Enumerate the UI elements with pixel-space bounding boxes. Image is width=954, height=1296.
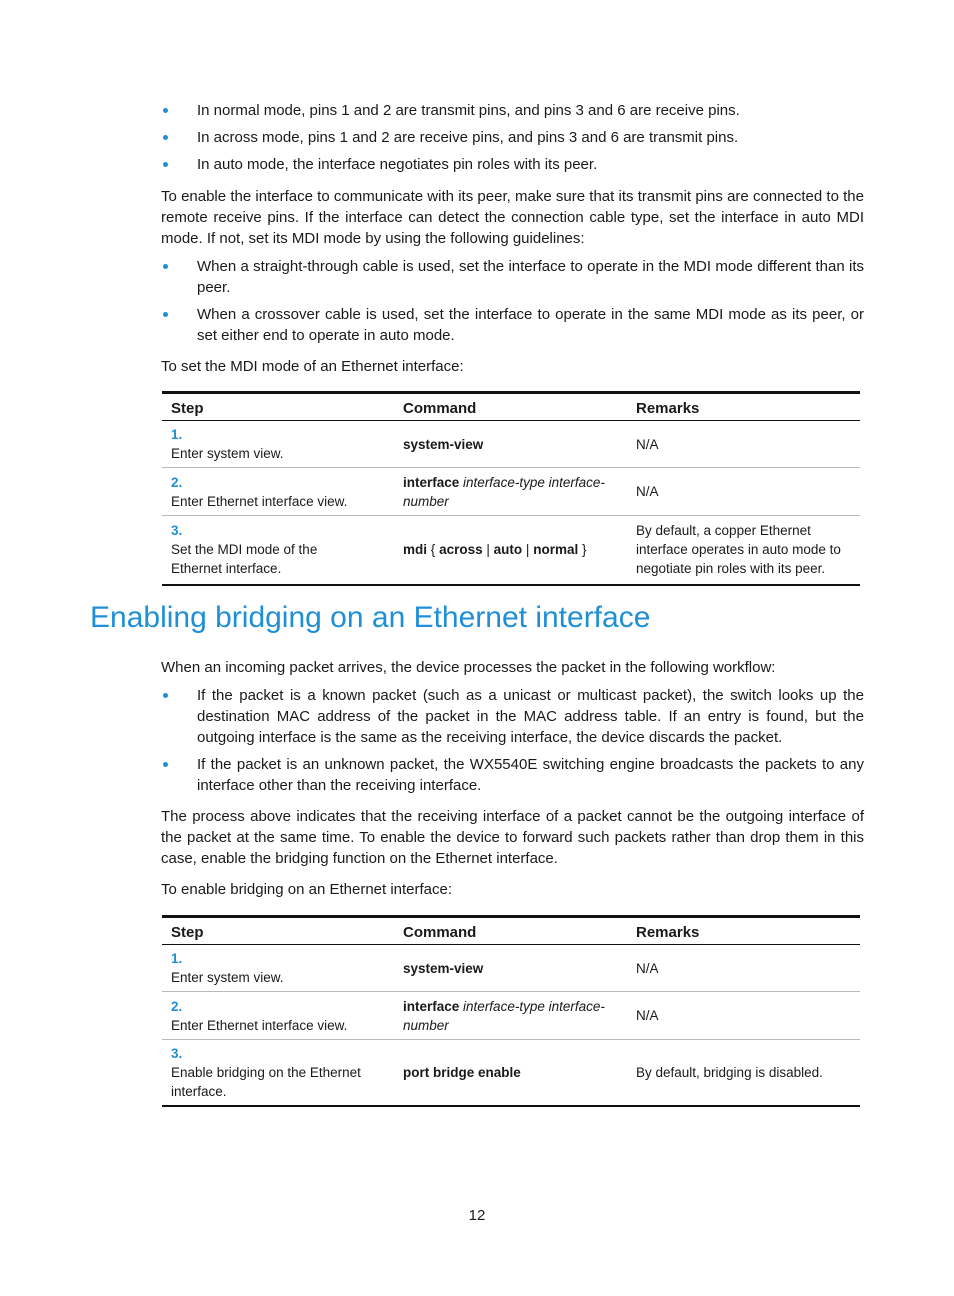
paragraph-enable-bridging: To enable bridging on an Ethernet interface: — [161, 881, 453, 898]
command-argument: interface-type interface-number — [403, 474, 605, 509]
command-keyword: port bridge enable — [403, 1065, 521, 1080]
step-text: Enter Ethernet interface view. — [171, 493, 348, 509]
table-row — [162, 468, 860, 516]
command-keyword: interface — [403, 998, 460, 1014]
step-number: 2. — [171, 998, 183, 1014]
section-heading: Enabling bridging on an Ethernet interface — [90, 601, 651, 634]
bullet-icon — [163, 264, 168, 269]
command-cell — [394, 992, 627, 1040]
guideline-bullet-list — [161, 256, 864, 352]
list-item: When a crossover cable is used, set the interface to operate in the same MDI mode as its peer, or set either end to operate in auto mode. — [161, 304, 864, 346]
remarks-cell: By default, bridging is disabled. — [627, 1040, 860, 1107]
command-cell — [394, 516, 627, 585]
list-item: In normal mode, pins 1 and 2 are transmit pins, and pins 3 and 6 are receive pins. — [161, 100, 864, 121]
list-item: When a straight-through cable is used, set the interface to operate in the MDI mode different than its peer. — [161, 256, 864, 298]
bullet-icon — [163, 135, 168, 140]
bullet-icon — [163, 312, 168, 317]
command-keyword: interface — [403, 474, 460, 490]
paragraph-enable-communication: To enable the interface to communicate with its peer, make sure that its transmit pins are connected to the remote receive pins. If the interface can detect the connection cable type, set the interface in auto MDI mode. If not, set its MDI mode by using the following guidelines: — [161, 188, 864, 247]
command-option-across: across — [439, 542, 483, 558]
remarks-cell: N/A — [627, 421, 860, 468]
paragraph-process: The process above indicates that the receiving interface of a packet cannot be the outgoing interface of the packet at the same time. To enable the device to forward such packets rather than drop them in this case, enable the bridging function on the Ethernet interface. — [161, 808, 864, 867]
table-header-row — [162, 393, 860, 421]
command-keyword: system-view — [403, 436, 484, 452]
column-header-step: Step — [162, 917, 394, 945]
column-header-command: Command — [394, 393, 627, 421]
table-header-row — [162, 917, 860, 945]
mdi-command-table — [162, 391, 860, 586]
step-cell — [162, 992, 394, 1040]
list-item: If the packet is a known packet (such as a unicast or multicast packet), the switch looks up the destination MAC address of the packet in the MAC address table. If an entry is found, but the outgoing interface is the same as the receiving interface, the device discards the packet. — [161, 685, 864, 748]
bridging-command-table — [162, 915, 860, 1107]
step-text: Enter system view. — [171, 446, 284, 461]
column-header-remarks: Remarks — [627, 917, 860, 945]
remarks-cell: N/A — [627, 945, 860, 992]
option-separator: | — [486, 542, 490, 558]
command-keyword: system-view — [403, 960, 484, 976]
list-item: If the packet is an unknown packet, the WX5540E switching engine broadcasts the packets to any interface other than the receiving interface. — [161, 754, 864, 796]
step-number: 1. — [171, 951, 183, 966]
step-number: 3. — [171, 523, 183, 539]
step-text: Enter Ethernet interface view. — [171, 1017, 348, 1033]
command-cell — [394, 1040, 627, 1107]
command-cell — [394, 468, 627, 516]
intro-bullet-list — [161, 100, 864, 181]
brace-close: } — [581, 542, 587, 558]
page-number: 12 — [468, 1207, 486, 1224]
step-text: Set the MDI mode of the Ethernet interface. — [171, 542, 318, 577]
column-header-remarks: Remarks — [627, 393, 860, 421]
command-keyword: mdi — [403, 542, 428, 558]
command-cell — [394, 945, 627, 992]
command-cell — [394, 421, 627, 468]
bullet-icon — [163, 162, 168, 167]
table-row — [162, 516, 860, 585]
step-cell — [162, 945, 394, 992]
column-header-step: Step — [162, 393, 394, 421]
step-number: 1. — [171, 427, 183, 442]
bullet-icon — [163, 108, 168, 113]
paragraph-set-mdi: To set the MDI mode of an Ethernet interface: — [161, 358, 464, 375]
command-option-auto: auto — [493, 542, 523, 558]
command-option-normal: normal — [533, 542, 579, 558]
table-row — [162, 992, 860, 1040]
brace-open: { — [430, 542, 436, 558]
step-cell — [162, 468, 394, 516]
column-header-command: Command — [394, 917, 627, 945]
table-row — [162, 945, 860, 992]
step-text: Enable bridging on the Ethernet interface. — [171, 1065, 361, 1099]
paragraph-incoming-packet: When an incoming packet arrives, the device processes the packet in the following workflow: — [161, 659, 776, 676]
step-cell — [162, 1040, 394, 1107]
bullet-icon — [163, 762, 168, 767]
bullet-icon — [163, 693, 168, 698]
table-row — [162, 421, 860, 468]
remarks-cell: By default, a copper Ethernet interface operates in auto mode to negotiate pin roles with its peer. — [627, 516, 860, 585]
step-cell — [162, 421, 394, 468]
command-argument: interface-type interface-number — [403, 998, 605, 1033]
remarks-cell: N/A — [627, 992, 860, 1040]
table-row — [162, 1040, 860, 1107]
option-separator: | — [525, 542, 530, 558]
workflow-bullet-list — [161, 685, 864, 802]
list-item: In across mode, pins 1 and 2 are receive pins, and pins 3 and 6 are transmit pins. — [161, 127, 864, 148]
step-cell — [162, 516, 394, 585]
step-number: 3. — [171, 1046, 183, 1061]
list-item: In auto mode, the interface negotiates pin roles with its peer. — [161, 154, 864, 175]
step-text: Enter system view. — [171, 970, 284, 985]
step-number: 2. — [171, 474, 183, 490]
remarks-cell: N/A — [627, 468, 860, 516]
